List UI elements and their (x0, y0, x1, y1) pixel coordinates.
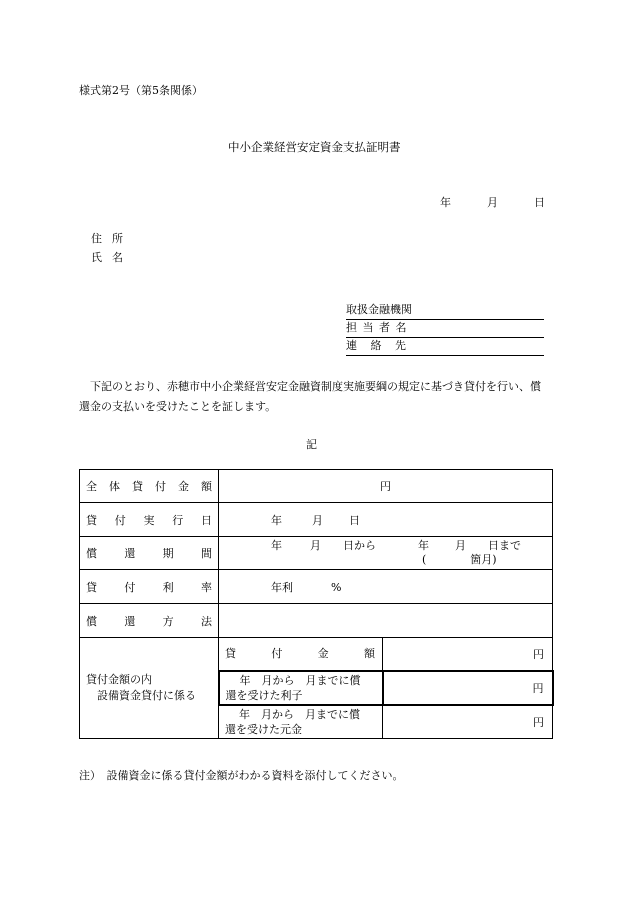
label-char: 間 (200, 547, 212, 560)
section-label-line2: 設備資金貸付に係る (97, 689, 196, 702)
year-text-2: 年 (418, 539, 429, 552)
table-row (80, 537, 553, 570)
ki-heading: 記 (306, 438, 317, 451)
interest-label-line2: 還を受けた利子 (225, 688, 303, 702)
label-char: 期 (162, 547, 174, 560)
label-char: 方 (162, 614, 174, 628)
row-label (80, 570, 219, 604)
interest-value (383, 671, 553, 705)
label-char: 行 (172, 513, 184, 527)
day-from-text: 日から (343, 539, 376, 552)
interest-rate-value (219, 570, 553, 604)
statement-text: 下記のとおり、赤穂市中小企業経営安定金融資制度実施要綱の規定に基づき貸付を行い、償還金の支払いを受けたことを証します。 (79, 380, 541, 413)
label-total-loan (86, 478, 212, 494)
label-char: 貸 (132, 480, 143, 493)
label-char: 金 (317, 647, 329, 661)
months-paren-open: ( (422, 553, 427, 566)
year-text: 年 (271, 539, 282, 552)
sub-row-label (219, 638, 383, 671)
yen-unit: 円 (380, 480, 391, 493)
row-label (80, 604, 219, 638)
loan-amount-value (383, 638, 553, 671)
principal-label-line2: 還を受けた元金 (225, 722, 302, 736)
label-char: 金 (178, 480, 189, 493)
label-char: 額 (201, 480, 212, 493)
table-row (80, 470, 553, 503)
months-paren-close: 箇月) (470, 553, 497, 566)
year-text: 年 (271, 513, 282, 527)
label-char: 付 (155, 480, 166, 493)
label-char: 還 (124, 614, 136, 628)
execution-date-value (219, 503, 553, 537)
row-label (80, 537, 219, 570)
footnote: 注） 設備資金に係る貸付金額がわかる資料を添付してください。 (79, 769, 404, 782)
bank-person-in-charge: 担当者名 (346, 321, 544, 338)
label-loan-amount (225, 646, 375, 661)
month-text-2: 月 (455, 539, 466, 552)
month-text: 月 (310, 539, 321, 552)
row-label (80, 470, 219, 503)
rate-prefix: 年利 (271, 580, 293, 594)
repayment-period-value (219, 537, 553, 570)
label-interest-rate (86, 579, 212, 595)
label-char: 付 (124, 580, 136, 594)
yen-unit: 円 (533, 715, 544, 729)
day-text: 日 (349, 513, 360, 527)
label-char: 全 (86, 480, 97, 493)
month-text: 月 (312, 513, 323, 527)
date-month: 月 (487, 196, 498, 209)
sub-row-label (219, 671, 383, 705)
address-label: 住所 (91, 232, 133, 245)
bank-institution: 取扱金融機関 (346, 303, 544, 320)
yen-unit: 円 (533, 647, 544, 661)
label-char: 実 (143, 513, 155, 527)
date-day: 日 (534, 196, 545, 209)
yen-unit: 円 (532, 681, 544, 695)
label-char: 償 (86, 547, 97, 560)
label-char: 貸 (225, 647, 236, 661)
date-year: 年 (440, 196, 451, 209)
principal-value (383, 705, 553, 739)
issue-date (440, 194, 545, 210)
label-char: 率 (200, 580, 212, 594)
payment-table (79, 469, 554, 739)
label-char: 償 (86, 614, 97, 628)
name-label: 氏名 (91, 251, 133, 264)
label-char: 法 (200, 614, 212, 628)
total-loan-value (219, 470, 553, 503)
form-number: 様式第2号（第5条関係） (79, 84, 203, 97)
label-char: 利 (162, 580, 174, 594)
label-execution-date (86, 512, 212, 528)
row-label (80, 503, 219, 537)
label-char: 体 (109, 480, 120, 493)
rate-unit: % (331, 580, 342, 594)
label-char: 貸 (86, 513, 97, 527)
label-char: 額 (363, 647, 375, 661)
document-title: 中小企業経営安定資金支払証明書 (228, 140, 401, 154)
label-char: 付 (271, 647, 283, 661)
table-row (80, 570, 553, 604)
table-row (80, 503, 553, 537)
label-char: 日 (201, 513, 212, 527)
label-repayment-method (86, 613, 212, 629)
table-row (80, 638, 553, 671)
bank-contact: 連絡先 (346, 339, 544, 356)
equipment-section-label (80, 638, 219, 739)
principal-label-line1: 年 月から 月までに償 (239, 707, 360, 721)
day-to-text: 日まで (488, 539, 521, 552)
interest-label-line1: 年 月から 月までに償 (239, 673, 361, 687)
section-label-line1: 貸付金額の内 (86, 673, 152, 686)
label-char: 付 (114, 513, 126, 527)
table-row (80, 604, 553, 638)
label-char: 貸 (86, 580, 97, 594)
repayment-method-value (219, 604, 553, 638)
label-repayment-period (86, 545, 212, 561)
sub-row-label (219, 705, 383, 739)
label-char: 還 (124, 547, 136, 560)
